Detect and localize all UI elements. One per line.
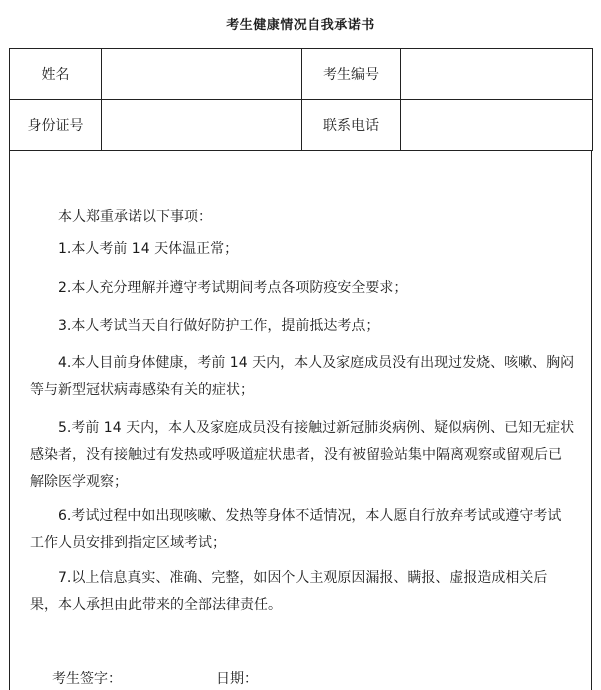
pledge-intro: 本人郑重承诺以下事项： bbox=[58, 209, 212, 225]
signer-label: 考生签字： bbox=[52, 671, 122, 687]
name-label: 姓名 bbox=[10, 49, 102, 100]
table-row bbox=[10, 49, 593, 100]
document-title: 考生健康情况自我承诺书 bbox=[226, 18, 375, 33]
pledge-item-7: 7.以上信息真实、准确、完整，如因个人主观原因漏报、瞒报、虚报造成相关后果，本人承担由此带来的全部法律责任。 bbox=[30, 570, 548, 613]
pledge-item-6: 6.考试过程中如出现咳嗽、发热等身体不适情况，本人愿自行放弃考试或遵守考试工作人员安排到指定区域考试； bbox=[30, 508, 562, 551]
phone-label: 联系电话 bbox=[302, 100, 401, 151]
pledge-item-3: 3.本人考试当天自行做好防护工作，提前抵达考点； bbox=[58, 318, 380, 334]
date-label: 日期： bbox=[216, 671, 258, 687]
pledge-body bbox=[9, 150, 592, 690]
id-number-label: 身份证号 bbox=[10, 100, 102, 151]
candidate-info-table bbox=[9, 48, 593, 151]
pledge-item-2: 2.本人充分理解并遵守考试期间考点各项防疫安全要求； bbox=[58, 280, 408, 296]
pledge-item-4: 4.本人目前身体健康，考前 14 天内，本人及家庭成员没有出现过发烧、咳嗽、胸闷等与新型冠状病毒感染有关的症状； bbox=[30, 355, 575, 398]
exam-number-label: 考生编号 bbox=[302, 49, 401, 100]
phone-field[interactable] bbox=[401, 100, 593, 151]
table-row bbox=[10, 100, 593, 151]
pledge-item-5: 5.考前 14 天内，本人及家庭成员没有接触过新冠肺炎病例、疑似病例、已知无症状感染者，没有接触过有发热或呼吸道症状患者，没有被留验站集中隔离观察或留观后已解除医学观察； bbox=[30, 420, 575, 490]
exam-number-field[interactable] bbox=[401, 49, 593, 100]
pledge-item-1: 1.本人考前 14 天体温正常； bbox=[58, 241, 239, 257]
id-number-field[interactable] bbox=[102, 100, 302, 151]
name-field[interactable] bbox=[102, 49, 302, 100]
